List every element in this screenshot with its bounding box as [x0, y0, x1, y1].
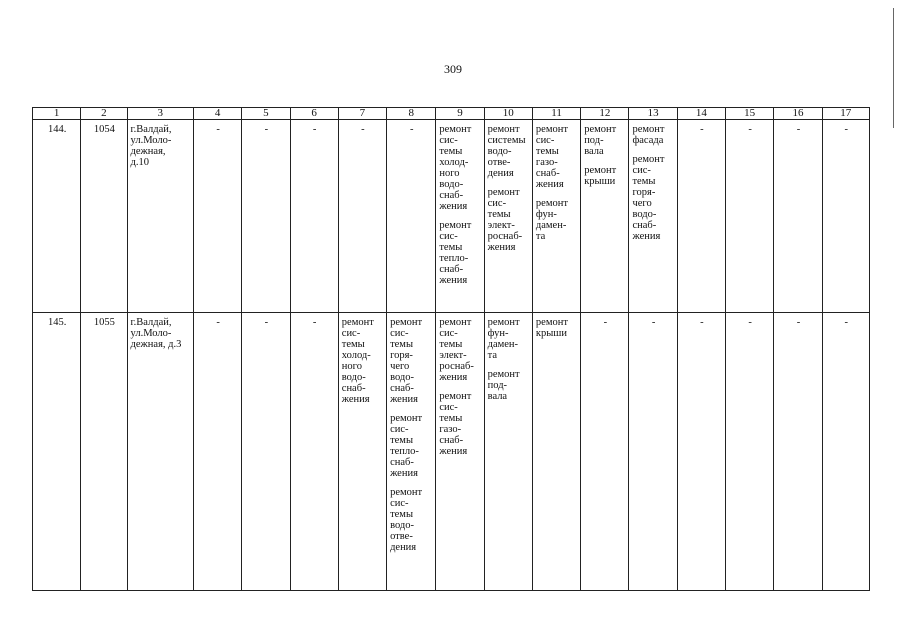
work-item: ремонт сис- темы тепло- снаб- жения [439, 220, 472, 286]
column-header: 1 [33, 108, 81, 120]
work-item: ремонт сис- темы газо- снаб- жения [439, 391, 472, 457]
column-header: 10 [484, 108, 532, 120]
work-cell [629, 120, 677, 313]
empty-cell: - [242, 313, 290, 591]
empty-cell: - [387, 120, 436, 313]
work-item: ремонт сис- темы тепло- снаб- жения [390, 413, 423, 479]
work-item: ремонт под- вала [487, 369, 520, 402]
work-item: ремонт сис- темы газо- снаб- жения [535, 124, 568, 190]
empty-cell: - [677, 313, 725, 591]
page-edge-line [893, 8, 894, 128]
house-id: 1054 [81, 120, 127, 313]
empty-cell: - [726, 313, 774, 591]
empty-cell: - [677, 120, 725, 313]
column-header: 13 [629, 108, 677, 120]
column-header: 6 [290, 108, 338, 120]
column-header: 4 [193, 108, 241, 120]
column-header: 9 [436, 108, 484, 120]
page-number: 309 [444, 62, 462, 76]
table-row [33, 313, 870, 591]
work-cell [338, 313, 386, 591]
address-text: г.Валдай, ул.Моло- дежная, д.10 [130, 124, 172, 168]
empty-cell: - [242, 120, 290, 313]
work-cell [532, 313, 580, 591]
empty-cell: - [290, 313, 338, 591]
work-cell [387, 313, 436, 591]
address-text: г.Валдай, ул.Моло- дежная, д.3 [130, 317, 182, 350]
column-header: 8 [387, 108, 436, 120]
work-item: ремонт крыши [535, 317, 568, 339]
column-header: 14 [677, 108, 725, 120]
address-cell [127, 120, 193, 313]
work-item: ремонт под- вала [584, 124, 617, 157]
row-number: 145. [33, 313, 81, 591]
column-header: 17 [822, 108, 869, 120]
empty-cell: - [193, 120, 241, 313]
work-item: ремонт сис- темы холод- ного водо- снаб- жения [341, 317, 374, 405]
table-body [33, 108, 870, 591]
work-cell [436, 120, 484, 313]
column-header: 7 [338, 108, 386, 120]
header-row [33, 108, 870, 120]
work-cell [484, 120, 532, 313]
work-cell [532, 120, 580, 313]
empty-cell: - [581, 313, 629, 591]
repair-plan-table [32, 107, 870, 591]
column-header: 2 [81, 108, 127, 120]
column-header: 11 [532, 108, 580, 120]
address-cell [127, 313, 193, 591]
column-header: 16 [774, 108, 822, 120]
work-item: ремонт сис- темы горя- чего водо- снаб- жения [632, 154, 665, 242]
work-cell [581, 120, 629, 313]
empty-cell: - [726, 120, 774, 313]
empty-cell: - [774, 120, 822, 313]
empty-cell: - [822, 120, 869, 313]
column-header: 15 [726, 108, 774, 120]
work-cell [484, 313, 532, 591]
work-item: ремонт сис- темы элект- роснаб- жения [439, 317, 474, 383]
work-item: ремонт фун- дамен- та [487, 317, 520, 361]
empty-cell: - [193, 313, 241, 591]
work-cell [436, 313, 484, 591]
empty-cell: - [822, 313, 869, 591]
empty-cell: - [290, 120, 338, 313]
row-number: 144. [33, 120, 81, 313]
column-header: 12 [581, 108, 629, 120]
work-item: ремонт сис- темы водо- отве- дения [390, 487, 423, 553]
work-item: ремонт крыши [584, 165, 617, 187]
table-row [33, 120, 870, 313]
column-header: 3 [127, 108, 193, 120]
house-id: 1055 [81, 313, 127, 591]
work-item: ремонт фасада [632, 124, 665, 146]
work-item: ремонт фун- дамен- та [535, 198, 568, 242]
empty-cell: - [774, 313, 822, 591]
work-item: ремонт системы водо- отве- дения [487, 124, 526, 179]
empty-cell: - [338, 120, 386, 313]
work-item: ремонт сис- темы горя- чего водо- снаб- жения [390, 317, 423, 405]
empty-cell: - [629, 313, 677, 591]
column-header: 5 [242, 108, 290, 120]
work-item: ремонт сис- темы холод- ного водо- снаб- жения [439, 124, 472, 212]
work-item: ремонт сис- темы элект- роснаб- жения [487, 187, 523, 253]
